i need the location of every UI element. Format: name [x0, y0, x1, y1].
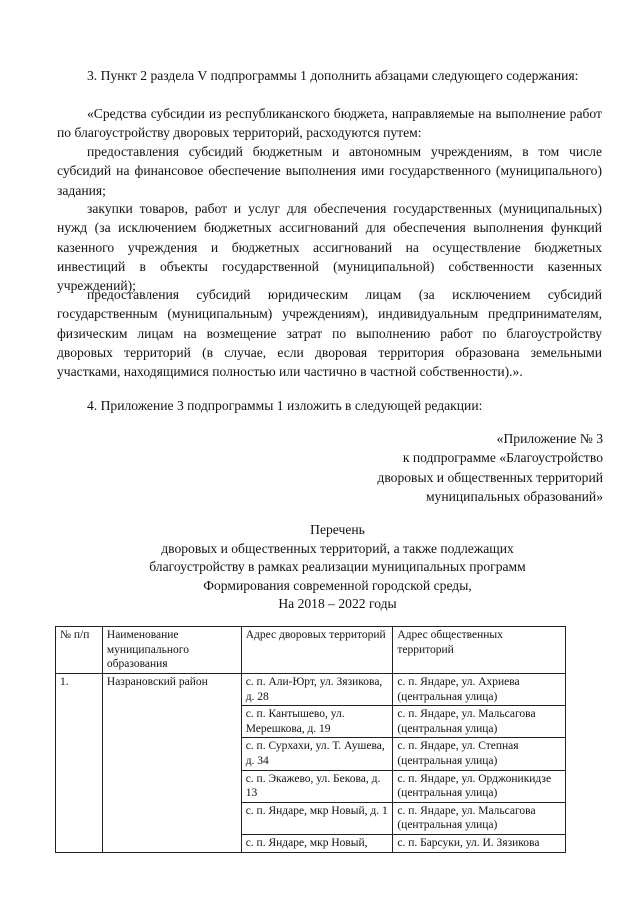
- paragraph-subsidies-institutions: предоставления субсидий бюджетным и автономным учреждениям, в том числе субсидий на финансовое обеспечение выполнения ими государственного (муниципального) задания;: [57, 144, 602, 198]
- cell-yard-address: с. п. Кантышево, ул. Мерешкова, д. 19: [241, 706, 393, 738]
- header-num: № п/п: [56, 627, 103, 674]
- table-header-row: [56, 627, 566, 674]
- header-yard-address: Адрес дворовых территорий: [241, 627, 393, 674]
- appendix-line: муниципальных образований»: [425, 488, 603, 504]
- appendix-line: к подпрограмме «Благоустройство: [402, 450, 603, 466]
- cell-yard-address: с. п. Али-Юрт, ул. Зязикова, д. 28: [241, 674, 393, 706]
- list-title: [130, 521, 545, 614]
- cell-num: 1.: [56, 674, 103, 853]
- paragraph-subsidies-legal-entities: предоставления субсидий юридическим лицам (за исключением субсидий государственным (муниципальным) учреждениям), индивидуальным предпринимателям, физическим лицам на возмещение затрат по выполнению работ по благоустройству дворовых территорий (в случае, если дворовая территория образована земельными участками, находящимися полностью или частично в частной собственности).».: [57, 287, 602, 380]
- appendix-line: дворовых и общественных территорий: [377, 469, 603, 485]
- cell-public-address: с. п. Яндаре, ул. Степная (центральная улица): [393, 738, 566, 770]
- cell-public-address: с. п. Яндаре, ул. Ахриева (центральная улица): [393, 674, 566, 706]
- cell-municipality: Назрановский район: [102, 674, 241, 853]
- cell-yard-address: с. п. Сурхахи, ул. Т. Аушева, д. 34: [241, 738, 393, 770]
- appendix-header: [303, 429, 603, 506]
- paragraph-quote-start: «Средства субсидии из республиканского бюджета, направляемые на выполнение работ по благоустройству дворовых территорий, расходуются путем:: [57, 106, 602, 141]
- header-public-address: Адрес общественных территорий: [393, 627, 566, 674]
- cell-public-address: с. п. Яндаре, ул. Мальсагова (центральная улица): [393, 802, 566, 834]
- list-title-line: Перечень: [310, 522, 365, 537]
- paragraph-item-4: 4. Приложение 3 подпрограммы 1 изложить в следующей редакции:: [87, 398, 483, 413]
- territories-table: [55, 626, 566, 853]
- list-title-line: На 2018 – 2022 годы: [278, 596, 397, 611]
- list-title-line: дворовых и общественных территорий, а также подлежащих: [161, 540, 514, 556]
- cell-public-address: с. п. Яндаре, ул. Мальсагова (центральная улица): [393, 706, 566, 738]
- cell-yard-address: с. п. Экажево, ул. Бекова, д. 13: [241, 770, 393, 802]
- table-row: [56, 674, 566, 706]
- cell-public-address: с. п. Яндаре, ул. Орджоникидзе (центральная улица): [393, 770, 566, 802]
- list-title-line: благоустройству в рамках реализации муниципальных программ: [149, 559, 526, 574]
- cell-public-address: с. п. Барсуки, ул. И. Зязикова: [393, 834, 566, 852]
- list-title-line: Формирования современной городской среды,: [203, 577, 472, 593]
- header-municipality: Наименование муниципального образования: [102, 627, 241, 674]
- paragraph-procurement: закупки товаров, работ и услуг для обеспечения государственных (муниципальных) нужд (за исключением бюджетных ассигнований для обеспечения выполнения функций казенного учреждения и бюджетных ассигнований на осуществление бюджетных инвестиций в объекты государственной (муниципальной) собственности казенных учреждений);: [57, 201, 602, 294]
- cell-yard-address: с. п. Яндаре, мкр Новый, д. 1: [241, 802, 393, 834]
- cell-yard-address: с. п. Яндаре, мкр Новый,: [241, 834, 393, 852]
- paragraph-item-3: 3. Пункт 2 раздела V подпрограммы 1 дополнить абзацами следующего содержания:: [87, 68, 579, 83]
- appendix-line: «Приложение № 3: [496, 431, 603, 446]
